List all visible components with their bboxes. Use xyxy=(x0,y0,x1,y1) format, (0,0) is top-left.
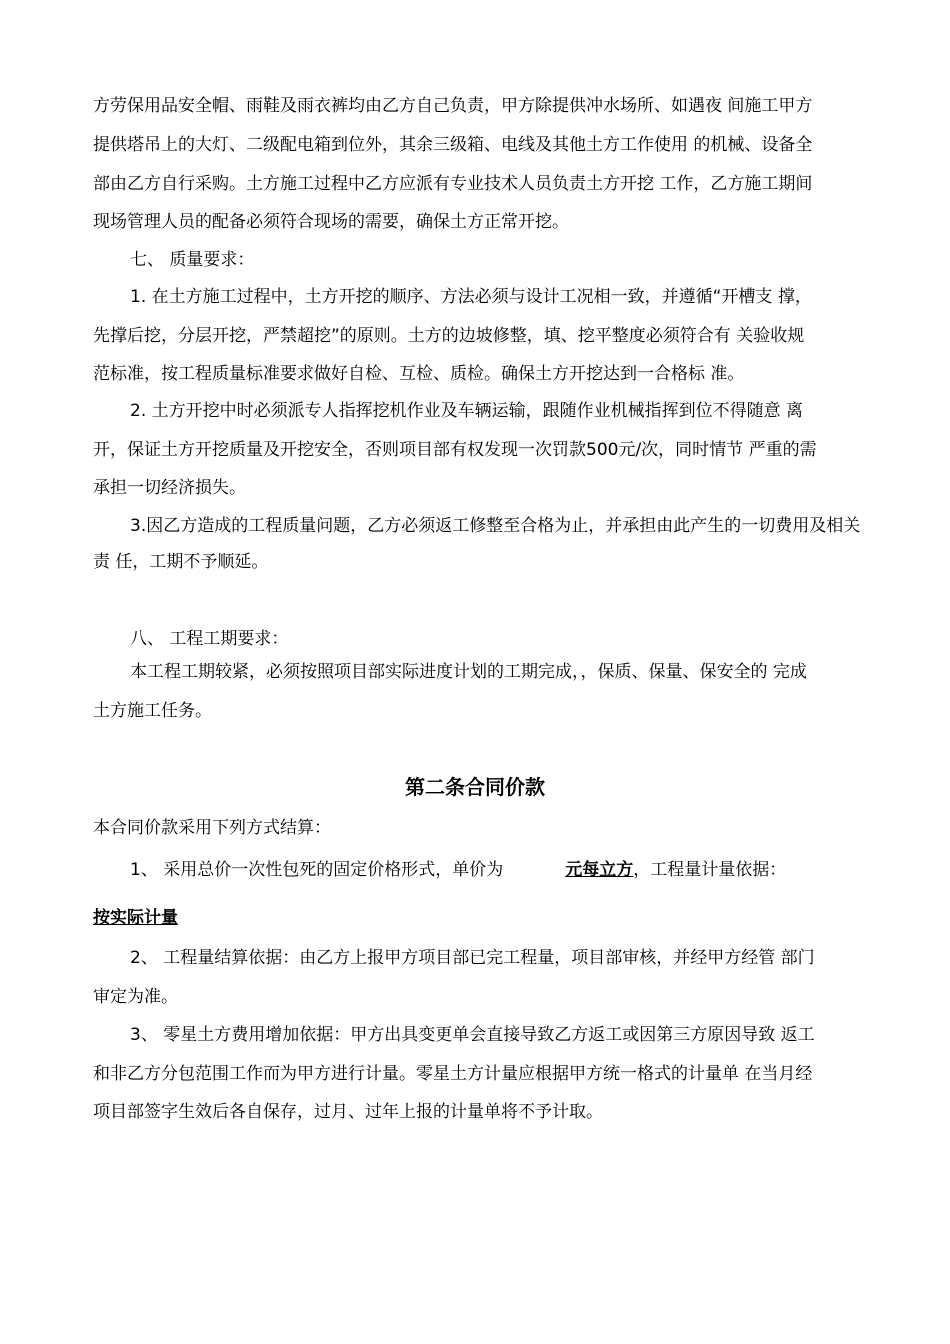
paragraph-line: 审定为准。 xyxy=(93,987,178,1007)
paragraph-line: 承担一切经济损失。 xyxy=(93,478,246,498)
paragraph-line: 和非乙方分包范围工作而为甲方进行计量。零星土方计量应根据甲方统一格式的计量单 在当月经 xyxy=(93,1064,813,1084)
measurement-basis: 按实际计量 xyxy=(93,908,178,928)
section-heading: 七、 质量要求： xyxy=(130,250,255,270)
paragraph-line: 责 任，工期不予顺延。 xyxy=(93,552,269,572)
paragraph-line: 3.因乙方造成的工程质量问题，乙方必须返工修整至合格为止，并承担由此产生的一切费用及相关 xyxy=(130,516,861,536)
paragraph-line: 开，保证土方开挖质量及开挖安全，否则项目部有权发现一次罚款500元/次，同时情节 严重的需 xyxy=(93,440,817,460)
paragraph-line: 方劳保用品安全帽、雨鞋及雨衣裤均由乙方自己负责，甲方除提供冲水场所、如遇夜 间施工甲方 xyxy=(93,96,813,116)
price-unit: 元每立方 xyxy=(565,860,634,880)
paragraph-line: 本合同价款采用下列方式结算： xyxy=(93,818,331,838)
price-line xyxy=(130,859,786,881)
paragraph-line: 提供塔吊上的大灯、二级配电箱到位外，其余三级箱、电线及其他土方工作使用 的机械、设备全 xyxy=(93,135,813,155)
price-prefix: 1、 采用总价一次性包死的固定价格形式，单价为 xyxy=(130,860,504,880)
paragraph-line: 现场管理人员的配备必须符合现场的需要，确保土方正常开挖。 xyxy=(93,212,569,232)
paragraph-line: 本工程工期较紧，必须按照项目部实际进度计划的工期完成，，保质、保量、保安全的 完成 xyxy=(130,662,807,682)
price-suffix: ，工程量计量依据： xyxy=(633,860,787,880)
paragraph-line: 范标准，按工程质量标准要求做好自检、互检、质检。确保土方开挖达到一合格标 准。 xyxy=(93,364,745,384)
paragraph-line: 先撑后挖，分层开挖，严禁超挖”的原则。土方的边坡修整，填、挖平整度必须符合有 关验收规 xyxy=(93,326,805,346)
paragraph-line: 2. 土方开挖中时必须派专人指挥挖机作业及车辆运输，跟随作业机械指挥到位不得随意 离 xyxy=(130,401,804,421)
paragraph-line: 1. 在土方施工过程中，土方开挖的顺序、方法必须与设计工况相一致，并遵循“开槽支 撑， xyxy=(130,287,812,307)
section-heading: 八、 工程工期要求： xyxy=(130,629,289,649)
paragraph-line: 部由乙方自行采购。土方施工过程中乙方应派有专业技术人员负责土方开挖 工作，乙方施工期间 xyxy=(93,174,813,194)
paragraph-line: 2、 工程量结算依据：由乙方上报甲方项目部已完工程量，项目部审核，并经甲方经管 部门 xyxy=(130,948,815,968)
article-title: 第二条合同价款 xyxy=(405,775,545,799)
paragraph-line: 3、 零星土方费用增加依据：甲方出具变更单会直接导致乙方返工或因第三方原因导致 返工 xyxy=(130,1025,815,1045)
paragraph-line: 项目部签字生效后各自保存，过月、过年上报的计量单将不予计取。 xyxy=(93,1102,603,1122)
paragraph-line: 土方施工任务。 xyxy=(93,701,212,721)
